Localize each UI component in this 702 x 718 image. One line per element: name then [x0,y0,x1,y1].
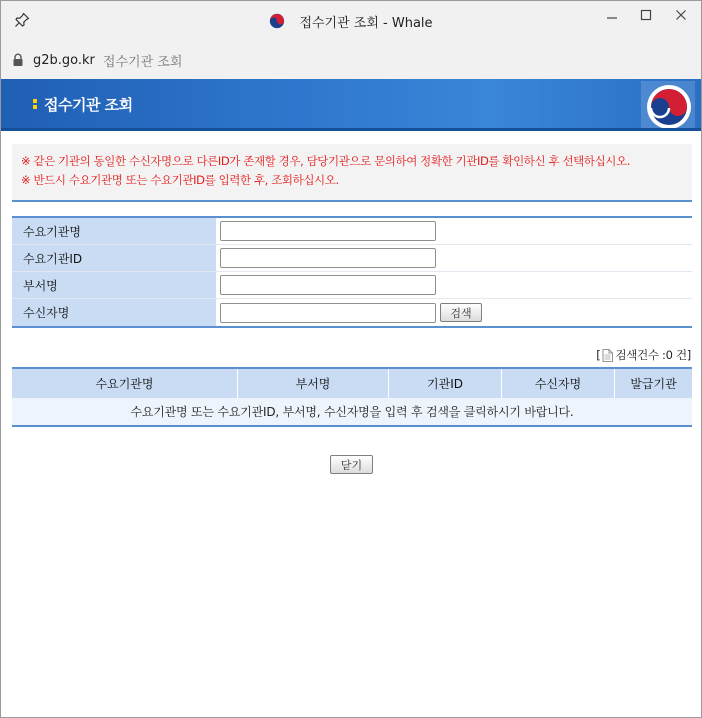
korea-emblem-icon [269,13,285,29]
search-form [12,216,692,328]
column-department[interactable]: 부서명 [238,369,389,398]
notice-line-1: ※ 같은 기관의 동일한 수신자명으로 다른ID가 존재할 경우, 담당기관으로 문의하여 정확한 기관ID를 확인하신 후 선택하십시오. [21,154,630,168]
notice-line-2: ※ 반드시 수요기관명 또는 수요기관ID를 입력한 후, 조회하십시오. [21,173,339,187]
result-table [12,367,692,427]
result-table-header [12,369,692,398]
lock-icon [12,53,24,67]
search-button[interactable]: 검색 [440,303,482,322]
column-recipient[interactable]: 수신자명 [502,369,615,398]
recipient-cell [216,299,692,326]
result-count-prefix: [ [596,348,601,362]
close-icon [675,9,687,21]
close-button[interactable]: 닫기 [330,455,373,474]
maximize-icon [640,9,652,21]
minimize-icon [606,9,618,21]
maximize-button[interactable] [631,5,661,25]
title-bullet-icon [33,99,37,113]
address-page-title: 접수기관 조회 [102,54,183,70]
address-bar[interactable] [1,41,701,79]
column-agency-id[interactable]: 기관ID [389,369,502,398]
government-logo-icon [641,81,695,131]
result-count-text: 검색건수 :0 건] [615,348,691,362]
window-title: 접수기관 조회 - Whale [299,15,433,31]
result-count [561,347,691,363]
agency-name-cell [216,218,692,244]
title-bar [1,1,701,41]
agency-id-cell [216,245,692,271]
department-input[interactable] [220,275,436,295]
notice-box [12,144,692,202]
agency-id-label: 수요기관ID [12,245,216,271]
recipient-input[interactable] [220,303,436,323]
banner-underline [1,128,701,131]
close-window-button[interactable] [666,5,696,25]
column-issuer[interactable]: 발급기관 [630,377,677,391]
agency-name-input[interactable] [220,221,436,241]
form-row-agency-name [12,218,692,245]
empty-result-message: 수요기관명 또는 수요기관ID, 부서명, 수신자명을 입력 후 검색을 클릭하시기 바랍니다. [12,398,692,425]
minimize-button[interactable] [597,5,627,25]
agency-id-input[interactable] [220,248,436,268]
form-row-recipient [12,299,692,326]
header-banner [1,79,701,131]
form-row-agency-id [12,245,692,272]
recipient-label: 수신자명 [12,299,216,326]
address-domain: g2b.go.kr [33,52,95,68]
department-label: 부서명 [12,272,216,298]
department-cell [216,272,692,298]
agency-name-label: 수요기관명 [12,218,216,244]
column-agency-name[interactable]: 수요기관명 [12,369,238,398]
form-row-department [12,272,692,299]
page-title: 접수기관 조회 [44,96,133,114]
document-icon [602,349,613,362]
